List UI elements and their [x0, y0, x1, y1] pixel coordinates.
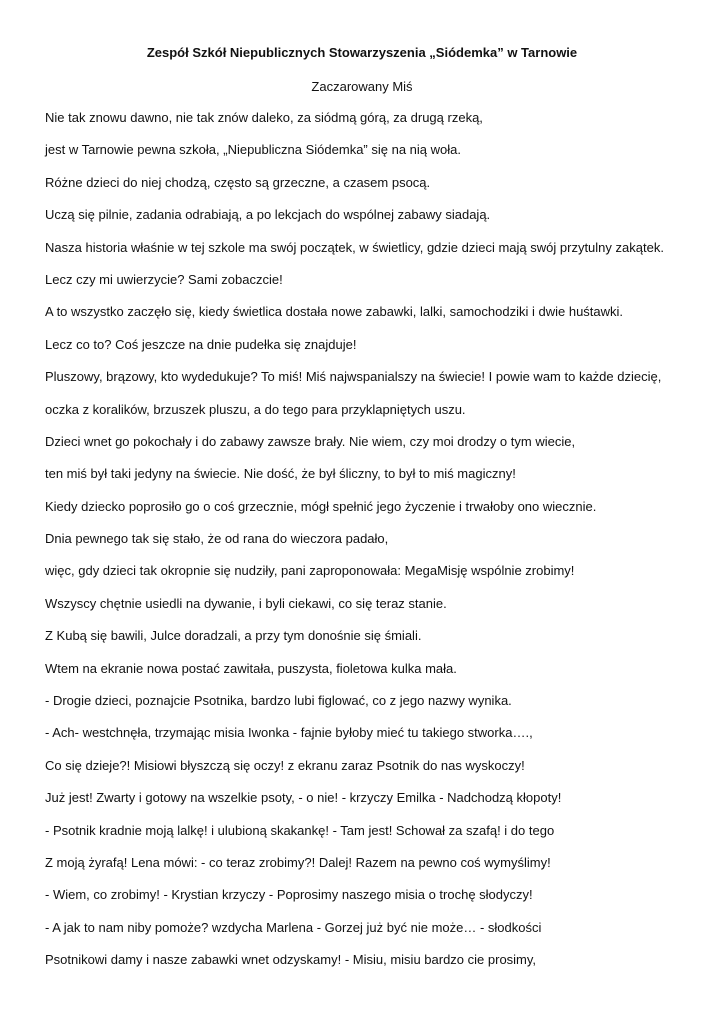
story-line: jest w Tarnowie pewna szkoła, „Niepubliczna Siódemka” się na nią woła.	[45, 142, 461, 158]
story-line: oczka z koralików, brzuszek pluszu, a do tego para przyklapniętych uszu.	[45, 401, 466, 417]
story-line: ten miś był taki jedyny na świecie. Nie dość, że był śliczny, to był to miś magiczny!	[45, 466, 516, 482]
story-line: Uczą się pilnie, zadania odrabiają, a po lekcjach do wspólnej zabawy siadają.	[45, 207, 491, 223]
story-title: Zaczarowany Miś	[311, 79, 413, 94]
story-line: Dzieci wnet go pokochały i do zabawy zawsze brały. Nie wiem, czy moi drodzy o tym wiecie,	[45, 433, 576, 449]
story-line: więc, gdy dzieci tak okropnie się nudziły, pani zaproponowała: MegaMisję wspólnie zrobimy!	[45, 563, 575, 579]
story-line: - A jak to nam niby pomoże? wzdycha Marlena - Gorzej już być nie może… - słodkości	[45, 919, 542, 935]
story-line: Z Kubą się bawili, Julce doradzali, a przy tym donośnie się śmiali.	[45, 628, 422, 644]
story-line: Już jest! Zwarty i gotowy na wszelkie psoty, - o nie! - krzyczy Emilka - Nadchodzą kłopoty!	[45, 790, 562, 806]
story-line: Co się dzieje?! Misiowi błyszczą się oczy! z ekranu zaraz Psotnik do nas wyskoczy!	[45, 757, 525, 773]
story-line: - Ach- westchnęła, trzymając misia Iwonka - fajnie byłoby mieć tu takiego stworka….,	[45, 725, 533, 741]
school-header: Zespół Szkół Niepublicznych Stowarzyszenia „Siódemka” w Tarnowie	[146, 45, 578, 60]
story-line: Nie tak znowu dawno, nie tak znów daleko, za siódmą górą, za drugą rzeką,	[45, 110, 483, 125]
story-line: A to wszystko zaczęło się, kiedy świetlica dostała nowe zabawki, lalki, samochodziki i dwie huśtawki.	[45, 304, 624, 320]
story-line: Nasza historia właśnie w tej szkole ma swój początek, w świetlicy, gdzie dzieci mają swój przytulny zakątek.	[45, 239, 664, 255]
story-line: Psotnikowi damy i nasze zabawki wnet odzyskamy! - Misiu, misiu bardzo cie prosimy,	[45, 952, 537, 968]
story-line: Kiedy dziecko poprosiło go o coś grzecznie, mógł spełnić jego życzenie i trwałoby ono wiecznie.	[45, 498, 597, 514]
story-line: Pluszowy, brązowy, kto wydedukuje? To miś! Miś najwspanialszy na świecie! I powie wam to każde dziecię,	[45, 369, 662, 385]
story-line: Wszyscy chętnie usiedli na dywanie, i byli ciekawi, co się teraz stanie.	[45, 595, 447, 611]
story-line: Wtem na ekranie nowa postać zawitała, puszysta, fioletowa kulka mała.	[45, 660, 457, 676]
story-line: - Psotnik kradnie moją lalkę! i ulubioną skakankę! - Tam jest! Schował za szafą! i do tego	[45, 822, 555, 838]
story-line: - Wiem, co zrobimy! - Krystian krzyczy - Poprosimy naszego misia o trochę słodyczy!	[45, 887, 533, 903]
story-line: Z moją żyrafą! Lena mówi: - co teraz zrobimy?! Dalej! Razem na pewno coś wymyślimy!	[45, 854, 551, 870]
story-line: Lecz czy mi uwierzycie? Sami zobaczcie!	[45, 271, 283, 287]
story-line: - Drogie dzieci, poznajcie Psotnika, bardzo lubi figlować, co z jego nazwy wynika.	[45, 693, 512, 709]
story-line: Różne dzieci do niej chodzą, często są grzeczne, a czasem psocą.	[45, 174, 431, 190]
story-body	[45, 109, 705, 984]
story-line: Dnia pewnego tak się stało, że od rana do wieczora padało,	[45, 531, 389, 547]
story-line: Lecz co to? Coś jeszcze na dnie pudełka się znajduje!	[45, 336, 357, 352]
